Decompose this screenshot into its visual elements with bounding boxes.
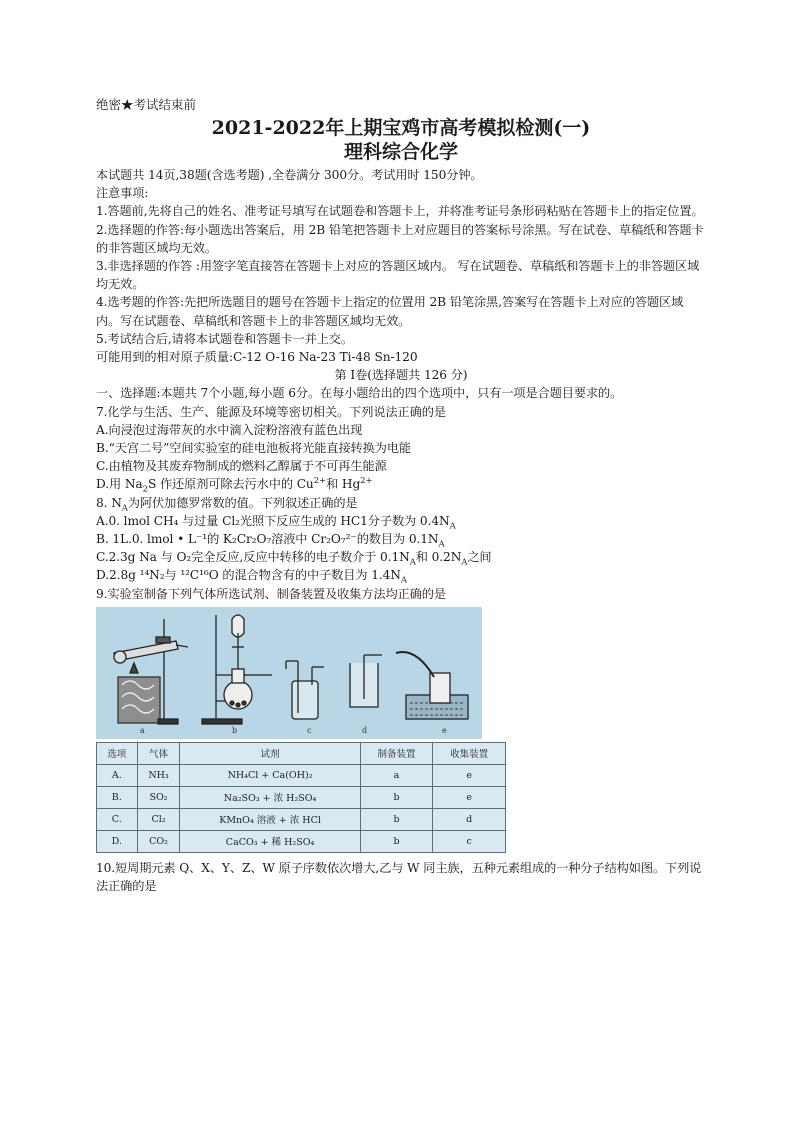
q7-stem: 7.化学与生活、生产、能源及环境等密切相关。下列说法正确的是 (96, 404, 446, 419)
apparatus-label-e: e (442, 725, 447, 735)
apparatus-e-icon (396, 652, 468, 719)
table-cell: Cl₂ (137, 808, 180, 830)
note-3: 3.非选择题的作答 :用签字笔直接答在答题卡上对应的答题区域内。 写在试题卷、草稿纸和答题卡上的非答题区域均无效。 (96, 259, 700, 292)
q7-d-sup: 2+ (313, 476, 327, 487)
q8-d-sub: A (400, 575, 407, 586)
table-cell: c (433, 830, 506, 852)
q8-stem-text: 为阿伏加德罗常数的值。下列叙述正确的是 (127, 495, 358, 510)
table-cell: NH₄Cl + Ca(OH)₂ (180, 764, 360, 786)
exam-summary: 本试题共 14页,38题(含选考题) ,全卷满分 300分。考试用时 150分钟。 (96, 168, 483, 182)
apparatus-label-c: c (307, 725, 312, 735)
table-header-cell: 气体 (137, 742, 180, 764)
section-heading: 第 I卷(选择题共 126 分) (334, 368, 468, 383)
table-row (97, 830, 506, 852)
table-cell: CO₂ (137, 830, 180, 852)
reagent-table (96, 742, 506, 853)
apparatus-b-icon (202, 615, 272, 724)
q8-stem (96, 494, 706, 512)
exam-title: 2021-2022年上期宝鸡市高考模拟检测(一) (211, 117, 591, 139)
table-cell: A. (97, 764, 138, 786)
table-row (97, 764, 506, 786)
table-cell: b (360, 808, 433, 830)
notes-heading: 注意事项: (96, 186, 149, 201)
apparatus-d-icon (350, 655, 382, 707)
table-row (97, 808, 506, 830)
q8-option-a (96, 512, 706, 530)
note-5: 5.考试结合后,请将本试题卷和答题卡一并上交。 (96, 331, 353, 346)
apparatus-a-icon (114, 619, 188, 724)
table-header-cell: 收集装置 (433, 742, 506, 764)
table-header-cell: 选项 (97, 742, 138, 764)
q8-option-b (96, 530, 706, 548)
q8-c-text: C.2.3g Na 与 O₂完全反应,反应中转移的电子数介于 0.1N (96, 550, 410, 565)
q7-option-c: C.由植物及其废弃物制成的燃料乙醇属于不可再生能源 (96, 459, 387, 474)
note-4: 4.选考题的作答:先把所选题目的题号在答题卡上指定的位置用 2B 铅笔涂黑,答案写在答题卡上对应的答题区域内。写在试题卷、草稿纸和答题卡上的非答题区域均无效。 (96, 295, 684, 328)
q8-c-text: 和 0.2N (415, 550, 462, 565)
q8-a-text: A.0. lmol CH₄ 与过量 Cl₂光照下反应生成的 HC1分子数为 0.4N (96, 513, 450, 528)
q9-stem: 9.实验室制备下列气体所选试剂、制备装置及收集方法均正确的是 (96, 586, 446, 601)
table-cell: d (433, 808, 506, 830)
q8-stem-sub: A (121, 503, 128, 514)
table-cell: B. (97, 786, 138, 808)
atomic-masses: 可能用到的相对原子质量:C-12 O-16 Na-23 Ti-48 Sn-120 (96, 350, 418, 365)
page-content (96, 96, 706, 895)
q8-a-sub: A (449, 521, 456, 532)
table-cell: e (433, 786, 506, 808)
q8-d-text: D.2.8g ¹⁴N₂与 ¹²C¹⁶O 的混合物含有的中子数目为 1.4N (96, 568, 401, 583)
table-header-row (97, 742, 506, 764)
q7-d-sub: 2 (142, 484, 148, 495)
table-cell: Na₂SO₃ + 浓 H₂SO₄ (180, 786, 360, 808)
q8-option-d (96, 566, 706, 584)
q8-stem-text: 8. N (96, 495, 122, 510)
q8-b-text: B. 1L.0. lmol • L⁻¹的 K₂Cr₂O₇溶液中 Cr₂O₇²⁻的数目为 0.1N (96, 532, 439, 547)
q7-d-text: S 作还原剂可除去污水中的 Cu (147, 477, 314, 492)
table-header-cell: 制备装置 (360, 742, 433, 764)
apparatus-figure (96, 607, 482, 739)
table-row (97, 786, 506, 808)
apparatus-c-icon (286, 661, 324, 719)
section-instruction: 一、选择题:本题共 7个小题,每小题 6分。在每小题给出的四个选项中，只有一项是合题目要求的。 (96, 386, 623, 401)
q8-b-sub: A (438, 539, 445, 550)
apparatus-label-d: d (362, 725, 368, 735)
table-cell: KMnO₄ 溶液 + 浓 HCl (180, 808, 360, 830)
secret-mark: 绝密★考试结束前 (96, 97, 197, 112)
note-2: 2.选择题的作答:每小题选出答案后，用 2B 铅笔把答题卡上对应题目的答案标号涂黑。写在试卷、草稿纸和答题卡的非答题区域均无效。 (96, 222, 704, 255)
apparatus-label-b: b (232, 725, 238, 735)
table-cell: b (360, 786, 433, 808)
q7-d-sup: 2+ (360, 476, 373, 487)
q10-stem: 10.短周期元素 Q、X、Y、Z、W 原子序数依次增大,乙与 W 同主族，五种元素组成的一种分子结构如图。下列说法正确的是 (96, 860, 702, 894)
table-cell: a (360, 764, 433, 786)
q7-option-b: B.“天宫二号”空间实验室的硅电池板将光能直接转换为电能 (96, 441, 411, 456)
table-cell: NH₃ (137, 764, 180, 786)
table-header-cell: 试剂 (180, 742, 360, 764)
q7-option-d (96, 475, 706, 493)
apparatus-label-a: a (140, 725, 145, 735)
table-cell: e (433, 764, 506, 786)
table-cell: SO₂ (137, 786, 180, 808)
q8-c-sub: A (461, 557, 468, 568)
table-cell: C. (97, 808, 138, 830)
table-cell: CaCO₃ + 稀 H₂SO₄ (180, 830, 360, 852)
table-cell: D. (97, 830, 138, 852)
apparatus-drawing (96, 607, 482, 739)
q7-option-a: A.向浸泡过海带灰的水中滴入淀粉溶液有蓝色出现 (96, 422, 363, 437)
table-cell: b (360, 830, 433, 852)
note-1: 1.答题前,先将自己的姓名、准考证号填写在试题卷和答题卡上，并将准考证号条形码粘贴在答题卡上的指定位置。 (96, 204, 704, 219)
q7-d-text: D.用 Na (96, 477, 143, 492)
q8-option-c (96, 548, 706, 566)
q8-c-sub: A (409, 557, 416, 568)
q7-d-text: 和 Hg (326, 477, 361, 492)
q8-c-text: 之间 (467, 550, 492, 565)
exam-subtitle: 理科综合化学 (343, 141, 458, 163)
